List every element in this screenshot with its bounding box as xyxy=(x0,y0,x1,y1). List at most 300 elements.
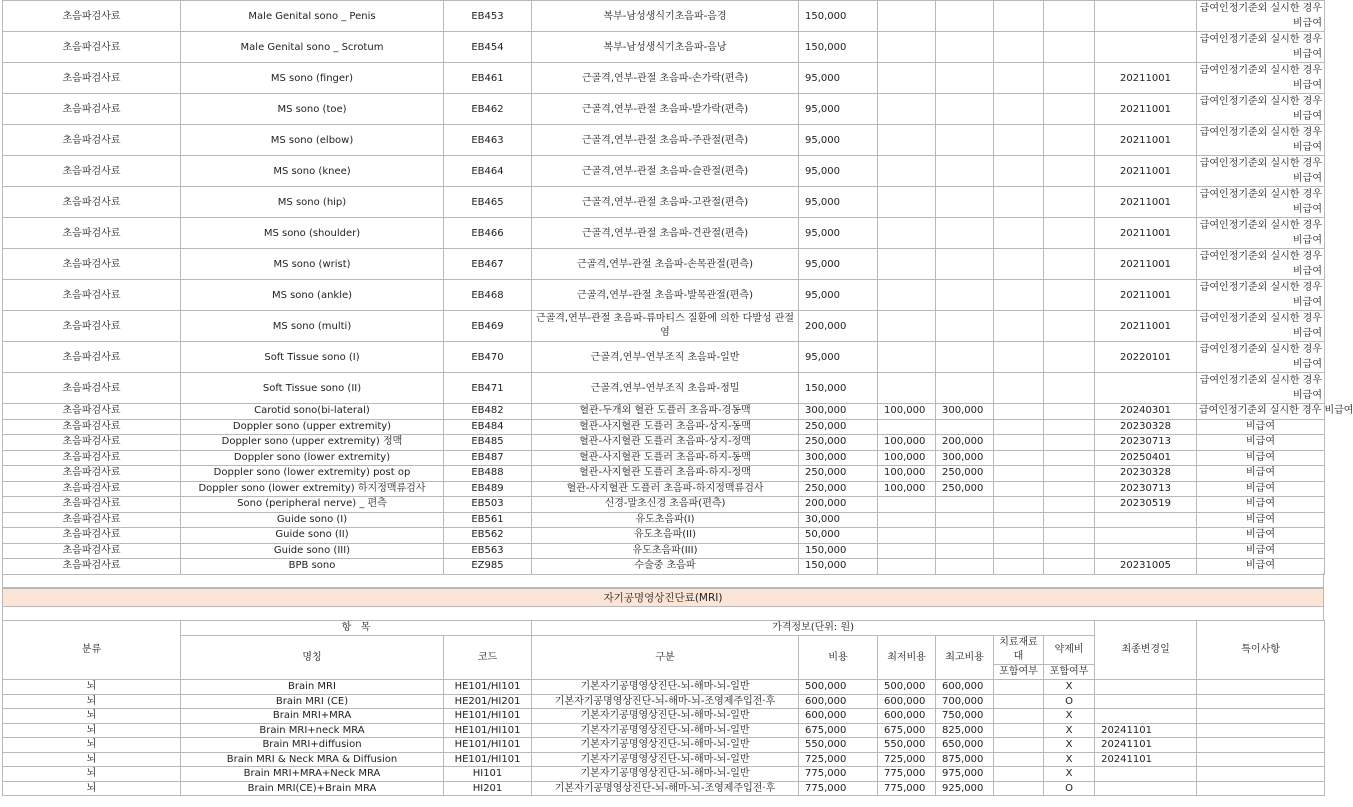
min-fee-cell: 550,000 xyxy=(878,738,936,753)
section-title-mri: 자기공명영상진단료(MRI) xyxy=(2,588,1324,607)
fee-cell: 775,000 xyxy=(799,767,878,782)
drug-cell xyxy=(1044,32,1095,63)
date-cell: 20231005 xyxy=(1095,559,1197,575)
category-cell: 초음파검사료 xyxy=(3,419,181,435)
fee-cell: 500,000 xyxy=(799,680,878,695)
table-row xyxy=(3,342,1325,373)
note-cell: 급여인정기준외 실시한 경우 비급여 xyxy=(1197,311,1325,342)
code-cell: EB482 xyxy=(444,404,532,420)
name-cell: MS sono (wrist) xyxy=(181,249,444,280)
code-cell: EB561 xyxy=(444,512,532,528)
name-cell: Guide sono (II) xyxy=(181,528,444,544)
name-cell: Soft Tissue sono (II) xyxy=(181,373,444,404)
code-cell: EB462 xyxy=(444,94,532,125)
fee-cell: 775,000 xyxy=(799,781,878,796)
note-cell: 비급여 xyxy=(1197,497,1325,513)
fee-cell: 95,000 xyxy=(799,187,878,218)
date-cell xyxy=(1095,680,1197,695)
material-cell xyxy=(994,125,1044,156)
fee-cell: 200,000 xyxy=(799,497,878,513)
material-cell xyxy=(994,709,1044,724)
min-fee-cell: 100,000 xyxy=(878,466,936,482)
type-cell: 근골격,연부-관절 초음파-발가락(편측) xyxy=(532,94,799,125)
note-cell: 급여인정기준외 실시한 경우 비급여 xyxy=(1197,32,1325,63)
name-cell: Brain MRI+diffusion xyxy=(181,738,444,753)
table-row xyxy=(3,481,1325,497)
max-fee-cell: 250,000 xyxy=(936,466,994,482)
min-fee-cell: 775,000 xyxy=(878,781,936,796)
note-cell: 급여인정기준외 실시한 경우 비급여 xyxy=(1197,125,1325,156)
code-cell: EB488 xyxy=(444,466,532,482)
fee-cell: 675,000 xyxy=(799,723,878,738)
type-cell: 기본자기공명영상진단-뇌-해마-뇌-일반 xyxy=(532,723,799,738)
min-fee-cell xyxy=(878,559,936,575)
fee-cell: 300,000 xyxy=(799,404,878,420)
code-cell: HE101/HI101 xyxy=(444,738,532,753)
name-cell: Brain MRI xyxy=(181,680,444,695)
code-cell: EB468 xyxy=(444,280,532,311)
note-cell: 급여인정기준외 실시한 경우 비급여 xyxy=(1197,218,1325,249)
table-row xyxy=(3,752,1325,767)
category-cell: 뇌 xyxy=(3,752,181,767)
note-cell: 비급여 xyxy=(1197,481,1325,497)
code-cell: EB471 xyxy=(444,373,532,404)
category-cell: 초음파검사료 xyxy=(3,32,181,63)
note-cell xyxy=(1197,680,1325,695)
name-cell: Brain MRI(CE)+Brain MRA xyxy=(181,781,444,796)
table-row xyxy=(3,125,1325,156)
note-cell: 비급여 xyxy=(1197,559,1325,575)
type-cell: 유도초음파(III) xyxy=(532,543,799,559)
table-row xyxy=(3,435,1325,451)
type-cell: 근골격,연부-관절 초음파-손가락(편측) xyxy=(532,63,799,94)
date-cell: 20211001 xyxy=(1095,63,1197,94)
category-cell: 초음파검사료 xyxy=(3,342,181,373)
name-cell: MS sono (knee) xyxy=(181,156,444,187)
date-cell: 20250401 xyxy=(1095,450,1197,466)
fee-cell: 95,000 xyxy=(799,125,878,156)
name-cell: MS sono (hip) xyxy=(181,187,444,218)
date-cell: 20230713 xyxy=(1095,481,1197,497)
type-cell: 유도초음파(I) xyxy=(532,512,799,528)
min-fee-cell xyxy=(878,156,936,187)
table-row xyxy=(3,723,1325,738)
type-cell: 근골격,연부-연부조직 초음파-일반 xyxy=(532,342,799,373)
name-cell: Doppler sono (lower extremity) xyxy=(181,450,444,466)
drug-cell: X xyxy=(1044,680,1095,695)
min-fee-cell: 100,000 xyxy=(878,435,936,451)
category-cell: 초음파검사료 xyxy=(3,63,181,94)
fee-cell: 95,000 xyxy=(799,218,878,249)
code-cell: EB485 xyxy=(444,435,532,451)
type-cell: 기본자기공명영상진단-뇌-해마-뇌-조영제주입전·후 xyxy=(532,781,799,796)
category-cell: 초음파검사료 xyxy=(3,94,181,125)
date-cell xyxy=(1095,781,1197,796)
note-cell: 급여인정기준외 실시한 경우 비급여 xyxy=(1197,63,1325,94)
material-cell xyxy=(994,450,1044,466)
note-cell xyxy=(1197,738,1325,753)
drug-cell: O xyxy=(1044,694,1095,709)
code-cell: HE201/HI201 xyxy=(444,694,532,709)
max-fee-cell xyxy=(936,543,994,559)
table-row xyxy=(3,404,1325,420)
min-fee-cell xyxy=(878,125,936,156)
type-cell: 혈관-사지혈관 도플러 초음파-하지정맥류검사 xyxy=(532,481,799,497)
table-row xyxy=(3,466,1325,482)
category-cell: 초음파검사료 xyxy=(3,559,181,575)
category-cell: 뇌 xyxy=(3,680,181,695)
drug-cell xyxy=(1044,94,1095,125)
min-fee-cell xyxy=(878,218,936,249)
max-fee-cell xyxy=(936,528,994,544)
table-row xyxy=(3,63,1325,94)
max-fee-cell: 925,000 xyxy=(936,781,994,796)
code-cell: EB464 xyxy=(444,156,532,187)
max-fee-cell xyxy=(936,559,994,575)
code-cell: HE101/HI101 xyxy=(444,752,532,767)
code-cell: HE101/HI101 xyxy=(444,723,532,738)
max-fee-cell xyxy=(936,419,994,435)
drug-cell xyxy=(1044,419,1095,435)
category-cell: 뇌 xyxy=(3,767,181,782)
min-fee-cell xyxy=(878,543,936,559)
date-cell: 20211001 xyxy=(1095,187,1197,218)
category-cell: 초음파검사료 xyxy=(3,1,181,32)
type-cell: 근골격,연부-관절 초음파-주관절(편측) xyxy=(532,125,799,156)
name-cell: Guide sono (III) xyxy=(181,543,444,559)
table-row xyxy=(3,419,1325,435)
date-cell xyxy=(1095,528,1197,544)
code-cell: HI101 xyxy=(444,767,532,782)
fee-cell: 95,000 xyxy=(799,342,878,373)
material-cell xyxy=(994,680,1044,695)
fee-cell: 550,000 xyxy=(799,738,878,753)
material-cell xyxy=(994,280,1044,311)
name-cell: MS sono (ankle) xyxy=(181,280,444,311)
table-row xyxy=(3,373,1325,404)
code-cell: EB503 xyxy=(444,497,532,513)
fee-cell: 250,000 xyxy=(799,466,878,482)
date-cell: 20230328 xyxy=(1095,419,1197,435)
max-fee-cell: 300,000 xyxy=(936,404,994,420)
material-cell xyxy=(994,497,1044,513)
category-cell: 초음파검사료 xyxy=(3,311,181,342)
table-row xyxy=(3,32,1325,63)
table-row xyxy=(3,450,1325,466)
max-fee-cell: 825,000 xyxy=(936,723,994,738)
max-fee-cell xyxy=(936,32,994,63)
name-cell: Doppler sono (upper extremity) xyxy=(181,419,444,435)
type-cell: 근골격,연부-관절 초음파-류마티스 질환에 의한 다발성 관절염 xyxy=(532,311,799,342)
type-cell: 기본자기공명영상진단-뇌-해마-뇌-일반 xyxy=(532,752,799,767)
min-fee-cell xyxy=(878,187,936,218)
fee-cell: 250,000 xyxy=(799,419,878,435)
type-cell: 기본자기공명영상진단-뇌-해마-뇌-조영제주입전·후 xyxy=(532,694,799,709)
drug-cell xyxy=(1044,342,1095,373)
date-cell: 20211001 xyxy=(1095,125,1197,156)
material-cell xyxy=(994,528,1044,544)
fee-cell: 50,000 xyxy=(799,528,878,544)
category-cell: 뇌 xyxy=(3,709,181,724)
date-cell: 20241101 xyxy=(1095,723,1197,738)
drug-cell xyxy=(1044,249,1095,280)
table-row xyxy=(3,1,1325,32)
note-cell xyxy=(1197,781,1325,796)
name-cell: Male Genital sono _ Scrotum xyxy=(181,32,444,63)
header-material-included: 포함여부 xyxy=(994,665,1044,680)
code-cell: EB562 xyxy=(444,528,532,544)
fee-cell: 200,000 xyxy=(799,311,878,342)
material-cell xyxy=(994,738,1044,753)
table-row xyxy=(3,187,1325,218)
header-price-group: 가격정보(단위: 원) xyxy=(532,621,1095,636)
drug-cell xyxy=(1044,373,1095,404)
drug-cell xyxy=(1044,63,1095,94)
max-fee-cell xyxy=(936,218,994,249)
date-cell: 20220101 xyxy=(1095,342,1197,373)
drug-cell xyxy=(1044,450,1095,466)
max-fee-cell: 650,000 xyxy=(936,738,994,753)
drug-cell xyxy=(1044,218,1095,249)
type-cell: 근골격,연부-관절 초음파-손목관절(편측) xyxy=(532,249,799,280)
material-cell xyxy=(994,435,1044,451)
header-drug-included: 포함여부 xyxy=(1044,665,1095,680)
note-cell: 급여인정기준외 실시한 경우 비급여 xyxy=(1197,187,1325,218)
date-cell: 20211001 xyxy=(1095,156,1197,187)
min-fee-cell: 100,000 xyxy=(878,450,936,466)
min-fee-cell xyxy=(878,249,936,280)
max-fee-cell xyxy=(936,342,994,373)
max-fee-cell: 250,000 xyxy=(936,481,994,497)
category-cell: 초음파검사료 xyxy=(3,481,181,497)
code-cell: EB454 xyxy=(444,32,532,63)
table-row xyxy=(3,680,1325,695)
note-cell xyxy=(1197,752,1325,767)
max-fee-cell xyxy=(936,249,994,280)
material-cell xyxy=(994,694,1044,709)
header-type: 구분 xyxy=(532,636,799,680)
max-fee-cell xyxy=(936,1,994,32)
code-cell: EB470 xyxy=(444,342,532,373)
note-cell: 급여인정기준외 실시한 경우 비급여 xyxy=(1197,1,1325,32)
material-cell xyxy=(994,481,1044,497)
material-cell xyxy=(994,767,1044,782)
code-cell: EB461 xyxy=(444,63,532,94)
category-cell: 초음파검사료 xyxy=(3,280,181,311)
min-fee-cell: 100,000 xyxy=(878,404,936,420)
name-cell: Brain MRI & Neck MRA & Diffusion xyxy=(181,752,444,767)
name-cell: MS sono (elbow) xyxy=(181,125,444,156)
category-cell: 초음파검사료 xyxy=(3,543,181,559)
date-cell xyxy=(1095,709,1197,724)
name-cell: Brain MRI (CE) xyxy=(181,694,444,709)
fee-cell: 95,000 xyxy=(799,156,878,187)
category-cell: 뇌 xyxy=(3,694,181,709)
date-cell: 20211001 xyxy=(1095,249,1197,280)
type-cell: 혈관-사지혈관 도플러 초음파-하지-정맥 xyxy=(532,466,799,482)
category-cell: 초음파검사료 xyxy=(3,404,181,420)
drug-cell xyxy=(1044,187,1095,218)
drug-cell xyxy=(1044,481,1095,497)
fee-cell: 95,000 xyxy=(799,249,878,280)
material-cell xyxy=(994,218,1044,249)
drug-cell: X xyxy=(1044,709,1095,724)
drug-cell: X xyxy=(1044,752,1095,767)
name-cell: MS sono (toe) xyxy=(181,94,444,125)
drug-cell xyxy=(1044,497,1095,513)
note-cell: 급여인정기준외 실시한 경우 비급여 xyxy=(1197,249,1325,280)
table-row xyxy=(3,528,1325,544)
drug-cell xyxy=(1044,280,1095,311)
name-cell: MS sono (finger) xyxy=(181,63,444,94)
material-cell xyxy=(994,249,1044,280)
min-fee-cell: 600,000 xyxy=(878,709,936,724)
code-cell: EB469 xyxy=(444,311,532,342)
code-cell: HE101/HI101 xyxy=(444,709,532,724)
date-cell xyxy=(1095,1,1197,32)
table-row xyxy=(3,94,1325,125)
code-cell: HI201 xyxy=(444,781,532,796)
drug-cell xyxy=(1044,404,1095,420)
note-cell: 비급여 xyxy=(1197,528,1325,544)
min-fee-cell xyxy=(878,280,936,311)
note-cell: 비급여 xyxy=(1197,543,1325,559)
fee-cell: 95,000 xyxy=(799,280,878,311)
date-cell: 20211001 xyxy=(1095,94,1197,125)
header-category: 분류 xyxy=(3,621,181,680)
type-cell: 복부-남성생식기초음파-음낭 xyxy=(532,32,799,63)
material-cell xyxy=(994,187,1044,218)
code-cell: EB466 xyxy=(444,218,532,249)
table-row xyxy=(3,694,1325,709)
type-cell: 근골격,연부-관절 초음파-슬관절(편측) xyxy=(532,156,799,187)
header-item-group: 항 목 xyxy=(181,621,532,636)
code-cell: EZ985 xyxy=(444,559,532,575)
material-cell xyxy=(994,723,1044,738)
name-cell: MS sono (shoulder) xyxy=(181,218,444,249)
code-cell: EB463 xyxy=(444,125,532,156)
name-cell: BPB sono xyxy=(181,559,444,575)
date-cell: 20211001 xyxy=(1095,311,1197,342)
note-cell: 급여인정기준외 실시한 경우 비급여 xyxy=(1197,280,1325,311)
fee-cell: 150,000 xyxy=(799,1,878,32)
note-cell xyxy=(1197,709,1325,724)
category-cell: 뇌 xyxy=(3,781,181,796)
max-fee-cell xyxy=(936,280,994,311)
fee-cell: 600,000 xyxy=(799,709,878,724)
category-cell: 초음파검사료 xyxy=(3,466,181,482)
date-cell: 20230328 xyxy=(1095,466,1197,482)
fee-cell: 600,000 xyxy=(799,694,878,709)
ultrasound-fee-table xyxy=(2,0,1353,575)
material-cell xyxy=(994,752,1044,767)
type-cell: 수술중 초음파 xyxy=(532,559,799,575)
date-cell: 20230713 xyxy=(1095,435,1197,451)
spacer-row xyxy=(2,573,1324,588)
category-cell: 초음파검사료 xyxy=(3,497,181,513)
date-cell: 20230519 xyxy=(1095,497,1197,513)
material-cell xyxy=(994,419,1044,435)
type-cell: 기본자기공명영상진단-뇌-해마-뇌-일반 xyxy=(532,680,799,695)
material-cell xyxy=(994,373,1044,404)
min-fee-cell xyxy=(878,63,936,94)
max-fee-cell: 975,000 xyxy=(936,767,994,782)
fee-cell: 300,000 xyxy=(799,450,878,466)
name-cell: Guide sono (I) xyxy=(181,512,444,528)
material-cell xyxy=(994,63,1044,94)
name-cell: Brain MRI+MRA xyxy=(181,709,444,724)
header-code: 코드 xyxy=(444,636,532,680)
max-fee-cell: 750,000 xyxy=(936,709,994,724)
material-cell xyxy=(994,559,1044,575)
material-cell xyxy=(994,342,1044,373)
date-cell xyxy=(1095,512,1197,528)
header-last-changed: 최종변경일 xyxy=(1095,621,1197,680)
category-cell: 초음파검사료 xyxy=(3,125,181,156)
max-fee-cell: 300,000 xyxy=(936,450,994,466)
type-cell: 혈관-사지혈관 도플러 초음파-상지-동맥 xyxy=(532,419,799,435)
mri-fee-table xyxy=(2,620,1325,796)
category-cell: 뇌 xyxy=(3,723,181,738)
max-fee-cell: 700,000 xyxy=(936,694,994,709)
date-cell xyxy=(1095,543,1197,559)
note-cell: 비급여 xyxy=(1197,450,1325,466)
name-cell: Brain MRI+neck MRA xyxy=(181,723,444,738)
name-cell: Doppler sono (lower extremity) post op xyxy=(181,466,444,482)
note-cell xyxy=(1197,694,1325,709)
drug-cell xyxy=(1044,512,1095,528)
drug-cell xyxy=(1044,311,1095,342)
name-cell: Doppler sono (upper extremity) 정맥 xyxy=(181,435,444,451)
table-row xyxy=(3,559,1325,575)
material-cell xyxy=(994,311,1044,342)
table-row xyxy=(3,781,1325,796)
name-cell: Male Genital sono _ Penis xyxy=(181,1,444,32)
header-fee: 비용 xyxy=(799,636,878,680)
date-cell: 20241101 xyxy=(1095,738,1197,753)
drug-cell: X xyxy=(1044,738,1095,753)
drug-cell xyxy=(1044,1,1095,32)
drug-cell xyxy=(1044,528,1095,544)
code-cell: EB484 xyxy=(444,419,532,435)
table-row xyxy=(3,767,1325,782)
fee-cell: 150,000 xyxy=(799,32,878,63)
max-fee-cell xyxy=(936,63,994,94)
max-fee-cell xyxy=(936,311,994,342)
header-name: 명칭 xyxy=(181,636,444,680)
fee-cell: 150,000 xyxy=(799,373,878,404)
fee-cell: 250,000 xyxy=(799,435,878,451)
type-cell: 근골격,연부-연부조직 초음파-정밀 xyxy=(532,373,799,404)
drug-cell: X xyxy=(1044,767,1095,782)
type-cell: 유도초음파(II) xyxy=(532,528,799,544)
code-cell: EB467 xyxy=(444,249,532,280)
max-fee-cell xyxy=(936,497,994,513)
code-cell: EB563 xyxy=(444,543,532,559)
table-row xyxy=(3,311,1325,342)
category-cell: 초음파검사료 xyxy=(3,373,181,404)
note-cell: 급여인정기준외 실시한 경우 비급여 xyxy=(1197,373,1325,404)
material-cell xyxy=(994,156,1044,187)
max-fee-cell: 200,000 xyxy=(936,435,994,451)
type-cell: 기본자기공명영상진단-뇌-해마-뇌-일반 xyxy=(532,767,799,782)
fee-cell: 150,000 xyxy=(799,559,878,575)
category-cell: 초음파검사료 xyxy=(3,156,181,187)
note-cell: 비급여 xyxy=(1197,419,1325,435)
type-cell: 혈관-두개외 혈관 도플러 초음파-경동맥 xyxy=(532,404,799,420)
table-row xyxy=(3,709,1325,724)
code-cell: EB465 xyxy=(444,187,532,218)
